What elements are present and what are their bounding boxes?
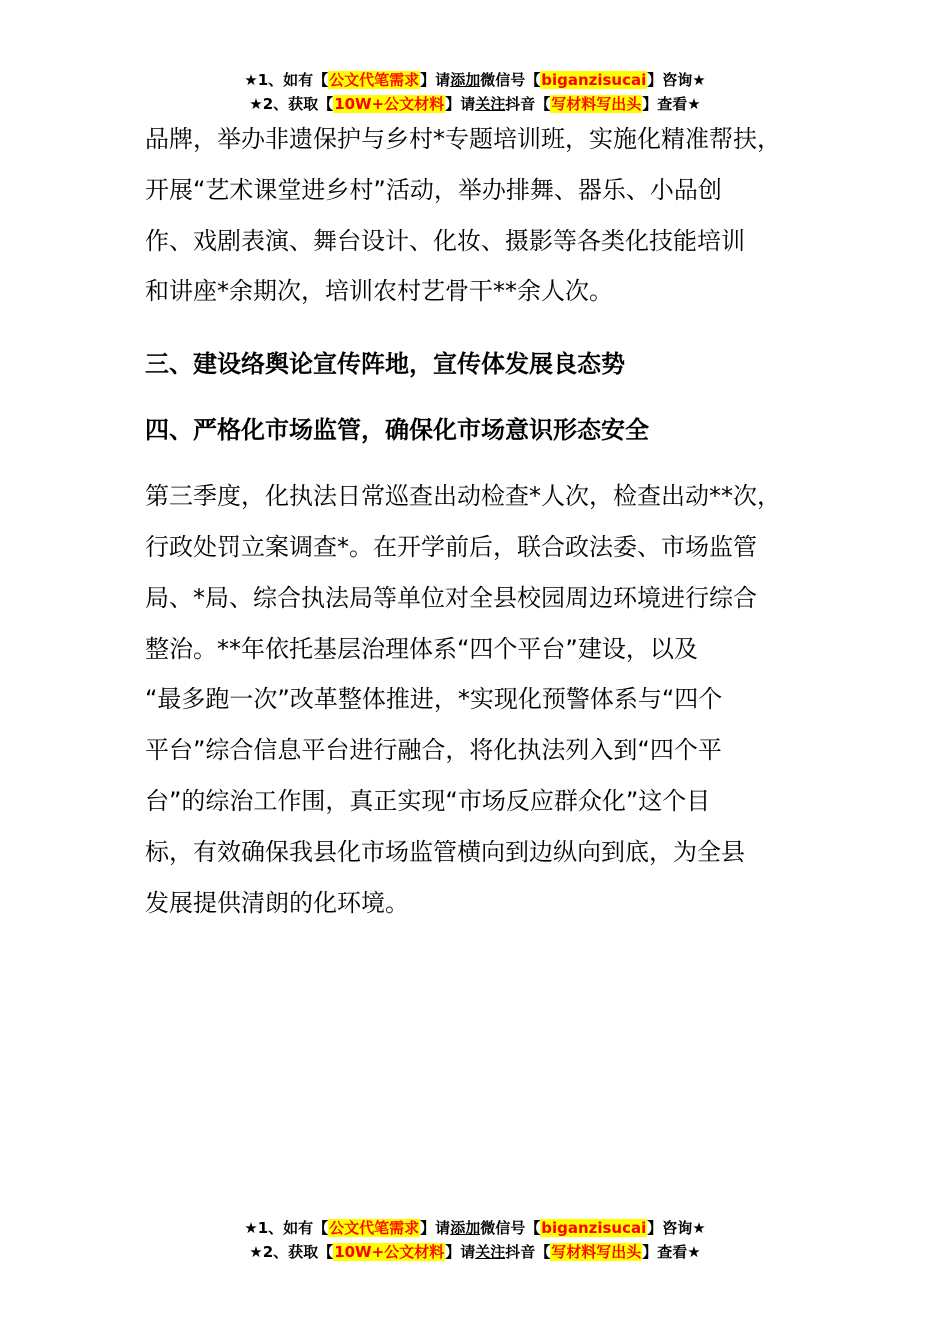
banner-text: 抖音【 <box>505 1243 551 1261</box>
section-heading-4: 四、严格化市场监管，确保化市场意识形态安全 <box>145 416 649 445</box>
banner-highlight: biganzisucai <box>541 1219 647 1237</box>
banner-highlight: 写材料写出头 <box>551 1243 642 1261</box>
banner-line-1 <box>0 1216 950 1240</box>
banner-highlight: biganzisucai <box>541 71 647 89</box>
banner-highlight: 10W+公文材料 <box>334 1243 445 1261</box>
banner-line-1 <box>0 68 950 92</box>
banner-highlight: 公文代笔需求 <box>329 1219 420 1237</box>
banner-line-2 <box>0 92 950 116</box>
banner-highlight: 公文代笔需求 <box>329 71 420 89</box>
banner-text: 】查看★ <box>642 1243 701 1261</box>
paragraph-1 <box>145 114 825 317</box>
document-body <box>145 114 825 928</box>
banner-text: 】咨询★ <box>647 71 706 89</box>
banner-text: 】请 <box>445 95 476 113</box>
banner-text: 微信号【 <box>480 1219 541 1237</box>
banner-underlined: 关注 <box>475 95 506 113</box>
text-line: 和讲座*余期次，培训农村艺骨干**余人次。 <box>145 277 613 306</box>
section-heading-3: 三、建设络舆论宣传阵地，宣传体发展良态势 <box>145 350 625 379</box>
bottom-banner <box>0 1216 950 1264</box>
text-line: 局、*局、综合执法局等单位对全县校园周边环境进行综合 <box>145 583 757 612</box>
banner-text: 微信号【 <box>480 71 541 89</box>
banner-text: ★1、如有【 <box>244 1219 329 1237</box>
text-line: 发展提供清朗的化环境。 <box>145 888 409 917</box>
banner-underlined: 添加 <box>450 71 481 89</box>
text-line: 开展“艺术课堂进乡村”活动，举办排舞、器乐、小品创 <box>145 175 722 204</box>
text-line: 作、戏剧表演、舞台设计、化妆、摄影等各类化技能培训 <box>145 226 745 255</box>
banner-text: ★1、如有【 <box>244 71 329 89</box>
text-line: 平台”综合信息平台进行融合，将化执法列入到“四个平 <box>145 736 722 765</box>
banner-underlined: 添加 <box>450 1219 481 1237</box>
text-line: 台”的综治工作围，真正实现“市场反应群众化”这个目 <box>145 786 711 815</box>
banner-text: 抖音【 <box>505 95 551 113</box>
banner-text: ★2、获取【 <box>249 1243 334 1261</box>
text-line: 第三季度，化执法日常巡查出动检查*人次，检查出动**次， <box>145 482 781 511</box>
paragraph-2 <box>145 471 825 928</box>
text-line: “最多跑一次”改革整体推进，*实现化预警体系与“四个 <box>145 685 723 714</box>
banner-highlight: 写材料写出头 <box>551 95 642 113</box>
text-line: 标，有效确保我县化市场监管横向到边纵向到底，为全县 <box>145 837 745 866</box>
banner-text: 】咨询★ <box>647 1219 706 1237</box>
banner-text: 】请 <box>445 1243 476 1261</box>
top-banner <box>0 68 950 116</box>
banner-text: 】查看★ <box>642 95 701 113</box>
banner-underlined: 关注 <box>475 1243 506 1261</box>
text-line: 品牌，举办非遗保护与乡村*专题培训班，实施化精准帮扶， <box>145 125 781 153</box>
banner-highlight: 10W+公文材料 <box>334 95 445 113</box>
banner-text: ★2、获取【 <box>249 95 334 113</box>
text-line: 整治。**年依托基层治理体系“四个平台”建设，以及 <box>145 634 698 663</box>
banner-text: 】请 <box>420 1219 451 1237</box>
banner-text: 】请 <box>420 71 451 89</box>
text-line: 行政处罚立案调查*。在开学前后，联合政法委、市场监管 <box>145 532 757 561</box>
banner-line-2 <box>0 1240 950 1264</box>
